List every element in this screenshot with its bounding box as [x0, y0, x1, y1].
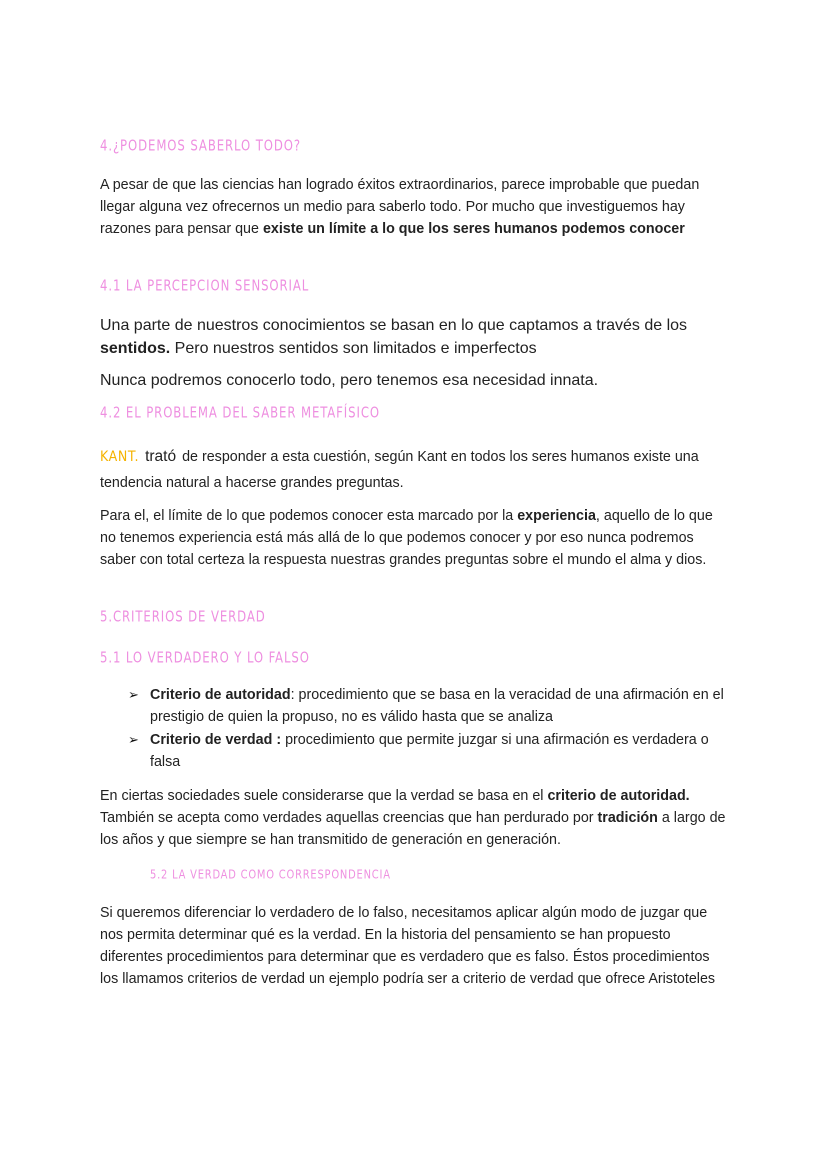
paragraph-text: , aquello de lo que no tenemos experiencia está más allá de lo que podemos conocer y por eso nunca podremos saber con total certeza la respuesta nuestras grandes preguntas sobre el mundo el alma y dios.	[100, 508, 713, 568]
paragraph-tradicion	[100, 785, 730, 851]
paragraph-bold-text: criterio de autoridad.	[547, 788, 690, 804]
paragraph-sentidos	[100, 314, 740, 360]
list-item-bold-text: Criterio de autoridad	[150, 687, 291, 703]
list-item-text	[150, 729, 738, 773]
paragraph-experiencia	[100, 505, 730, 571]
list-item-bold-text: Criterio de verdad :	[150, 732, 282, 748]
arrow-bullet-icon: ➢	[128, 687, 139, 702]
arrow-bullet-icon: ➢	[128, 732, 139, 747]
paragraph-bold-text: tradición	[597, 810, 658, 826]
paragraph-text: Una parte de nuestros conocimientos se basan en lo que captamos a través de los	[100, 317, 688, 334]
heading-percepcion-sensorial: 4.1 LA PERCEPCION SENSORIAL	[100, 278, 310, 296]
trato-word: trató	[145, 448, 177, 465]
paragraph-text: En ciertas sociedades suele considerarse que la verdad se basa en el	[100, 788, 548, 804]
paragraph-necesidad-innata: Nunca podremos conocerlo todo, pero tenemos esa necesidad innata.	[100, 372, 599, 389]
paragraph-text: Pero nuestros sentidos son limitados e imperfectos	[170, 340, 537, 357]
paragraph-kant	[100, 444, 730, 496]
heading-podemos-saberlo-todo: 4.¿PODEMOS SABERLO TODO?	[100, 138, 301, 156]
paragraph-bold-text: existe un límite a lo que los seres humanos podemos conocer	[262, 221, 685, 237]
heading-verdadero-y-falso: 5.1 LO VERDADERO Y LO FALSO	[100, 650, 310, 668]
list-item-text	[150, 684, 738, 728]
paragraph-text: de responder a esta cuestión, según Kant en todos los seres humanos existe una tendencia natural a hacerse grandes preguntas.	[100, 449, 699, 491]
paragraph-bold-text: sentidos.	[100, 340, 171, 357]
list-item-body: : procedimiento que se basa en la veracidad de una afirmación en el prestigio de quien la propuso, no es válido hasta que se analiza	[150, 687, 724, 725]
heading-verdad-correspondencia: 5.2 LA VERDAD COMO CORRESPONDENCIA	[150, 867, 391, 882]
kant-label: KANT.	[100, 449, 140, 465]
heading-saber-metafisico: 4.2 EL PROBLEMA DEL SABER METAFÍSICO	[100, 405, 381, 423]
list-item-body: procedimiento que permite juzgar si una afirmación es verdadera o falsa	[150, 732, 709, 770]
paragraph-aristoteles: Si queremos diferenciar lo verdadero de lo falso, necesitamos aplicar algún modo de juzgar que nos permita determinar qué es la verdad. En la historia del pensamiento se han propuesto diferentes procedimientos para determinar que es verdadero que es falso. Éstos procedimientos los llamamos criterios de verdad un ejemplo podría ser a criterio de verdad que ofrece Aristoteles	[100, 905, 716, 987]
list-item-criterio-verdad	[128, 729, 738, 773]
paragraph-text: También se acepta como verdades aquellas creencias que han perdurado por	[100, 810, 598, 826]
paragraph-text: a largo de los años y que siempre se han transmitido de generación en generación.	[100, 810, 726, 848]
paragraph-podemos-saberlo-todo	[100, 174, 730, 240]
paragraph-bold-text: experiencia	[517, 508, 596, 524]
heading-criterios-de-verdad: 5.CRITERIOS DE VERDAD	[100, 609, 266, 627]
paragraph-text: A pesar de que las ciencias han logrado éxitos extraordinarios, parece improbable que puedan llegar alguna vez ofrecernos un medio para saberlo todo. Por mucho que investiguemos hay razones para pensar que	[100, 177, 700, 237]
paragraph-text: Para el, el límite de lo que podemos conocer esta marcado por la	[100, 508, 518, 524]
list-item-criterio-autoridad	[128, 684, 738, 728]
